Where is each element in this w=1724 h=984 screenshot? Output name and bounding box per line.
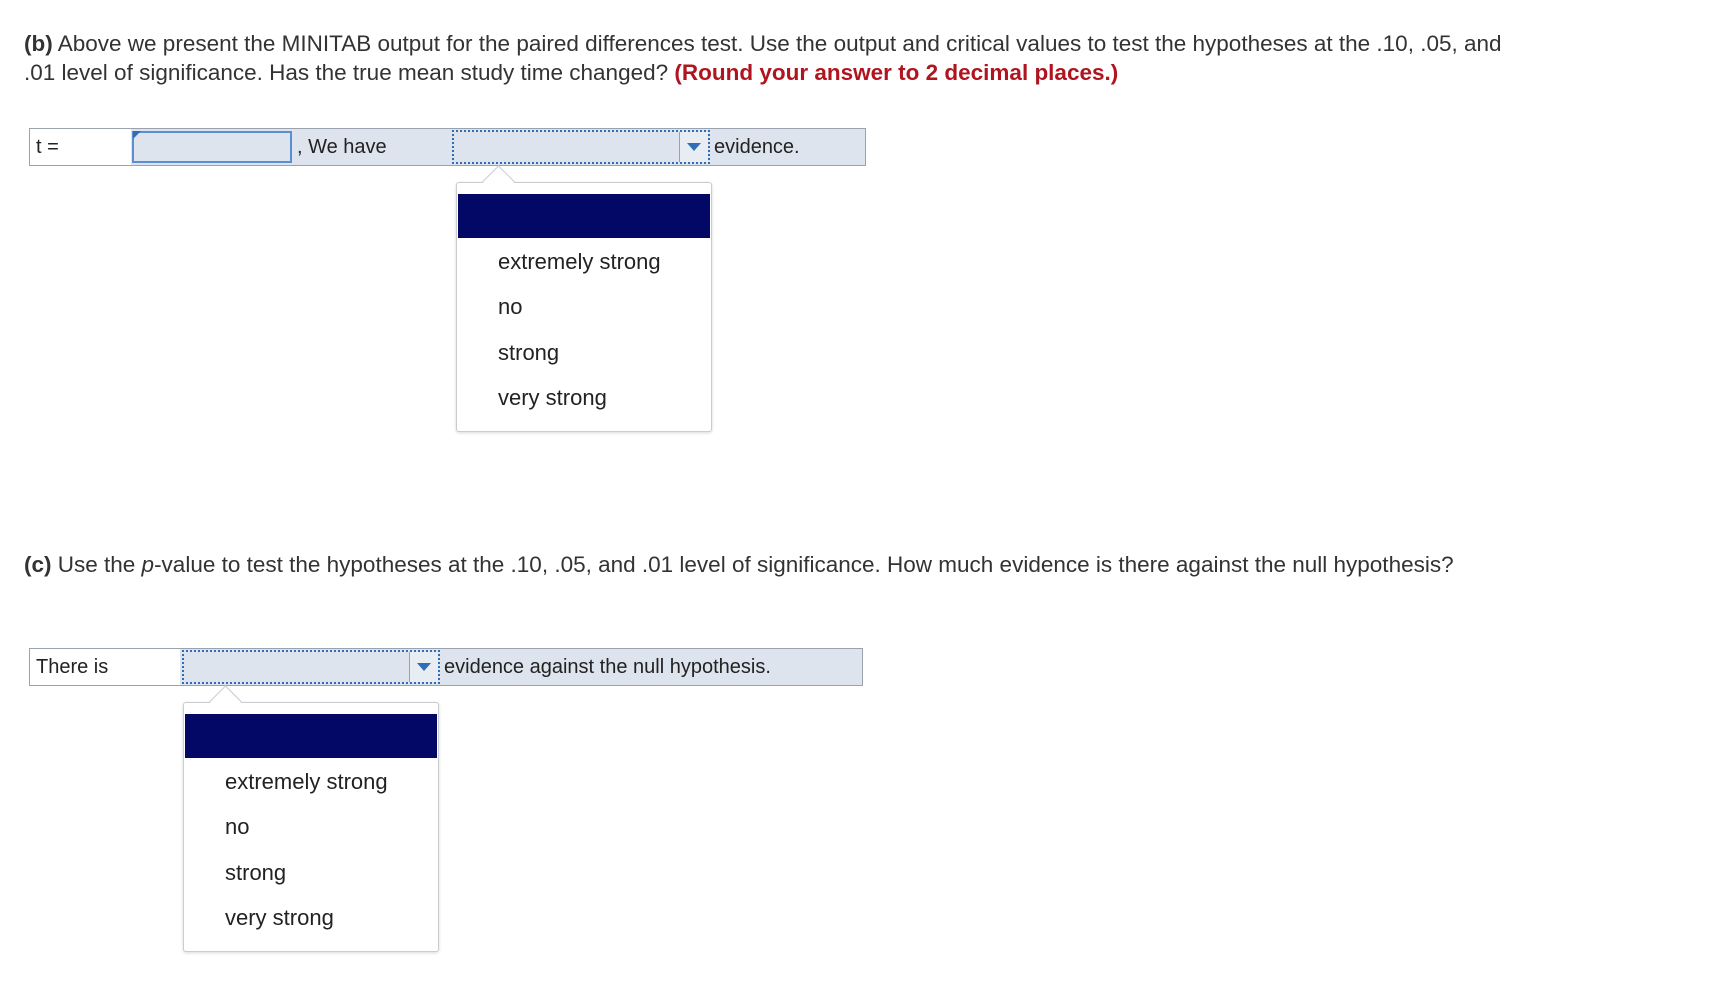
evidence-dropdown-b <box>456 182 712 432</box>
question-b-label: (b) <box>24 31 53 56</box>
question-b <box>24 29 1524 87</box>
dropdown-option[interactable]: strong <box>498 340 560 365</box>
evidence-select-b[interactable] <box>452 130 710 164</box>
question-b-text: Above we present the MINITAB output for the paired differences test. Use the output and critical values to test the hypotheses at the .10, .05, and .01 level of significance. Has the true mean study time changed? <box>24 31 1502 85</box>
t-value-input[interactable] <box>132 131 292 163</box>
rounding-hint: (Round your answer to 2 decimal places.) <box>674 60 1119 85</box>
we-have-label: , We have <box>297 136 387 158</box>
dropdown-option[interactable]: no <box>498 294 523 319</box>
question-c-text-after: -value to test the hypotheses at the .10, .05, and .01 level of significance. How much evidence is there against the null hypothesis? <box>154 552 1454 577</box>
evidence-select-c-toggle[interactable] <box>409 652 438 682</box>
chevron-down-icon <box>687 143 701 151</box>
dropdown-option-blank-highlighted[interactable] <box>185 714 437 758</box>
there-is-label: There is <box>36 656 109 678</box>
answer-row-b <box>29 128 866 166</box>
evidence-suffix-b: evidence. <box>714 136 800 158</box>
dropdown-option[interactable]: very strong <box>225 905 334 930</box>
answer-row-c <box>29 648 863 686</box>
dropdown-option[interactable]: strong <box>225 860 287 885</box>
t-label: t = <box>36 136 59 158</box>
dropdown-option[interactable]: extremely strong <box>225 769 388 794</box>
question-c-label: (c) <box>24 552 52 577</box>
question-c <box>24 550 1524 579</box>
evidence-suffix-c: evidence against the null hypothesis. <box>444 656 771 678</box>
evidence-dropdown-c <box>183 702 439 952</box>
p-italic: p <box>141 552 155 577</box>
dropdown-option-blank-highlighted[interactable] <box>458 194 710 238</box>
evidence-select-c[interactable] <box>182 650 440 684</box>
dropdown-option[interactable]: no <box>225 814 250 839</box>
question-c-text-before: Use the <box>51 552 142 577</box>
chevron-down-icon <box>417 663 431 671</box>
dropdown-option[interactable]: extremely strong <box>498 249 661 274</box>
dropdown-option[interactable]: very strong <box>498 385 607 410</box>
input-flag-icon <box>133 131 141 139</box>
evidence-select-b-toggle[interactable] <box>679 132 708 162</box>
